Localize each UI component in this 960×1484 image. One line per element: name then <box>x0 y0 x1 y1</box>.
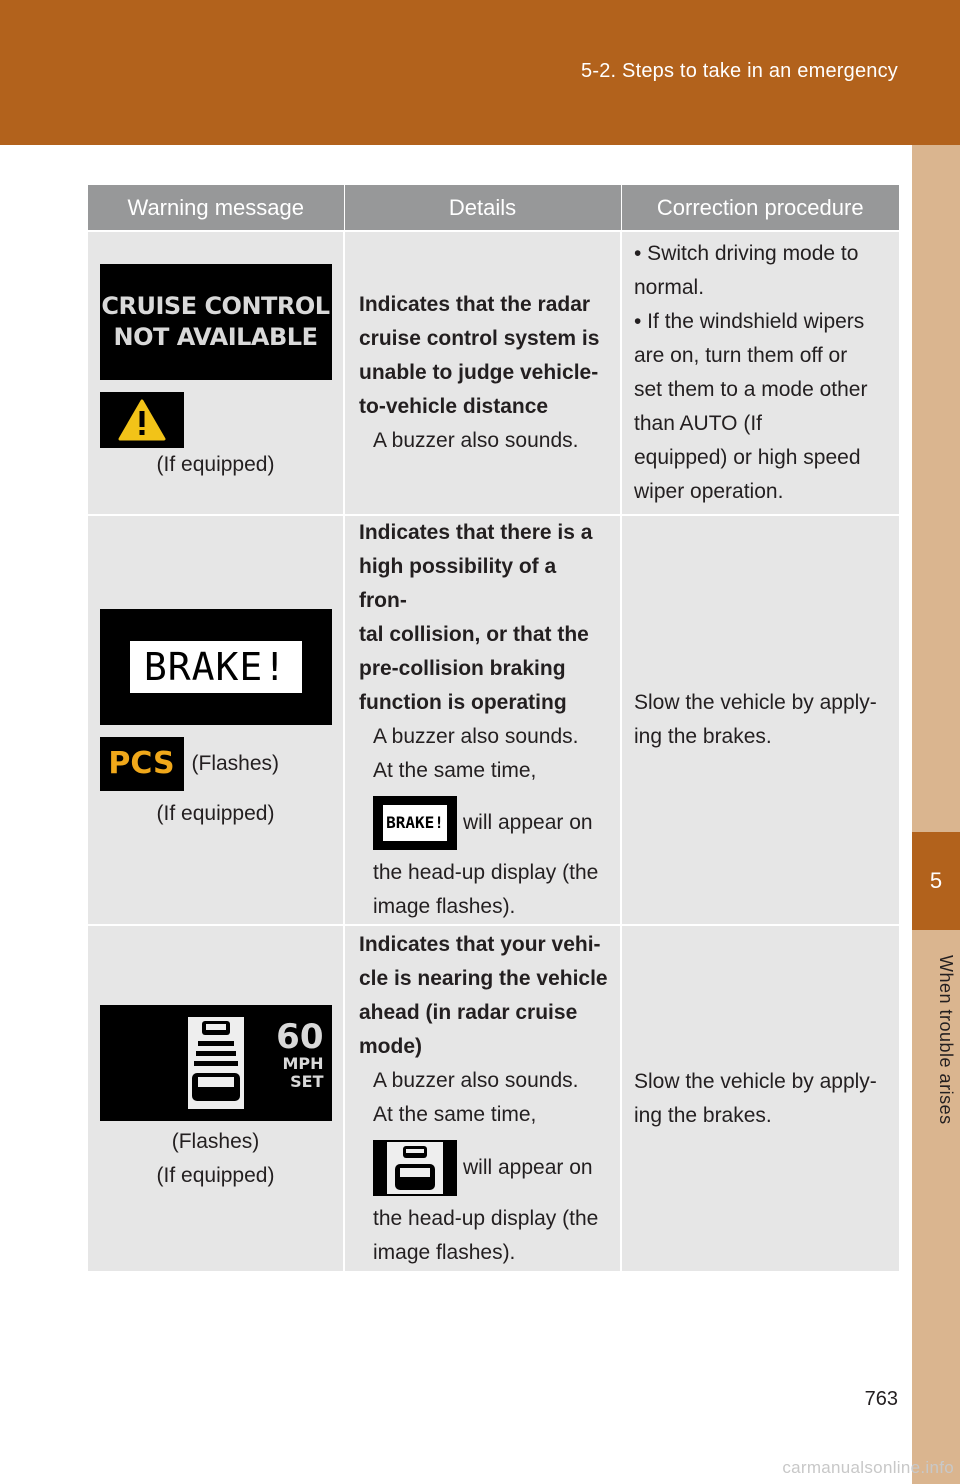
warning-message-cell <box>88 231 344 515</box>
cruise-control-display <box>100 264 332 380</box>
correction-cell <box>621 231 899 515</box>
display-line: NOT AVAILABLE <box>113 323 318 351</box>
details-sub: At the same time, <box>373 1102 537 1126</box>
details-line: ahead (in radar cruise <box>359 1000 578 1024</box>
warning-table <box>88 185 899 1271</box>
details-line: Indicates that there is a <box>359 521 593 544</box>
details-sub: image flashes). <box>373 1240 516 1264</box>
warning-triangle-icon <box>100 392 184 448</box>
set-speed-value: 60 <box>276 1016 324 1057</box>
hud-vehicle-distance-icon <box>373 1140 457 1196</box>
correction-line: equipped) or high speed <box>634 446 861 469</box>
correction-line: are on, turn them off or <box>634 344 848 367</box>
page-number: 763 <box>864 1388 898 1410</box>
table-row <box>88 231 899 515</box>
correction-line: ing the brakes. <box>634 725 772 748</box>
header-correction-procedure: Correction procedure <box>621 185 899 231</box>
correction-line: normal. <box>634 276 705 299</box>
vehicle-distance-icon <box>188 1017 244 1109</box>
details-sub: the head-up display (the <box>373 1206 599 1230</box>
details-sub: At the same time, <box>373 759 537 782</box>
correction-line: • If the windshield wipers <box>634 310 865 333</box>
correction-cell <box>621 515 899 925</box>
speed-set-label: SET <box>290 1071 324 1091</box>
icon-row <box>100 737 332 791</box>
set-speed-readout <box>276 1016 324 1091</box>
chapter-label: When trouble arises <box>936 955 956 1125</box>
correction-cell <box>621 925 899 1271</box>
details-bold <box>359 288 608 424</box>
correction-line: set them to a mode other <box>634 378 868 401</box>
icon-row <box>100 392 332 448</box>
warning-message-cell <box>88 925 344 1271</box>
details-cell <box>344 231 621 515</box>
details-line: pre-collision braking <box>359 657 566 680</box>
flashes-note: (Flashes) <box>171 1129 260 1153</box>
details-line: mode) <box>359 1034 422 1058</box>
hud-brake-text: BRAKE! <box>383 805 447 841</box>
table-row <box>88 515 899 925</box>
watermark: carmanualsonline.info <box>782 1458 954 1477</box>
pcs-icon: PCS <box>100 737 184 791</box>
details-line: to-vehicle distance <box>359 395 549 418</box>
details-bold <box>359 928 608 1064</box>
section-title: 5-2. Steps to take in an emergency <box>581 60 898 82</box>
header-warning-message: Warning message <box>88 185 344 231</box>
details-sub: A buzzer also sounds. <box>373 1068 579 1092</box>
warning-message-cell <box>88 515 344 925</box>
details-line: cle is nearing the vehicle <box>359 966 608 990</box>
details-line: Indicates that your vehi- <box>359 932 601 956</box>
speed-unit: MPH <box>282 1053 324 1073</box>
chapter-tab[interactable]: 5 <box>912 832 960 930</box>
hud-after-text: will appear on <box>463 1155 593 1179</box>
brake-display-text: BRAKE! <box>130 641 302 693</box>
correction-line: • Switch driving mode to <box>634 242 859 265</box>
if-equipped-note: (If equipped) <box>156 802 275 825</box>
if-equipped-note: (If equipped) <box>156 1163 275 1187</box>
details-sub: A buzzer also sounds. <box>373 725 579 748</box>
header-details: Details <box>344 185 621 231</box>
details-sub: A buzzer also sounds. <box>373 429 579 452</box>
details-line: high possibility of a fron- <box>359 555 557 612</box>
vehicle-distance-display <box>100 1005 332 1121</box>
if-equipped-note: (If equipped) <box>156 453 275 476</box>
details-line: tal collision, or that the <box>359 623 589 646</box>
side-strip <box>912 145 960 1484</box>
correction-bullet <box>634 305 891 509</box>
details-line: Indicates that the radar <box>359 293 591 316</box>
hud-after-text: will appear on <box>463 811 593 834</box>
table-header-row <box>88 185 899 231</box>
correction-line: than AUTO (If <box>634 412 762 435</box>
table-row <box>88 925 899 1271</box>
details-line: function is operating <box>359 691 567 714</box>
details-cell <box>344 925 621 1271</box>
hud-line <box>359 796 608 850</box>
correction-line: ing the brakes. <box>634 1103 772 1127</box>
flashes-note: (Flashes) <box>191 752 280 775</box>
correction-line: Slow the vehicle by apply- <box>634 1069 877 1093</box>
details-bold <box>359 516 608 720</box>
correction-line: Slow the vehicle by apply- <box>634 691 877 714</box>
hud-line <box>359 1140 608 1196</box>
details-line: cruise control system is <box>359 327 600 350</box>
correction-bullet <box>634 237 891 305</box>
details-line: unable to judge vehicle- <box>359 361 599 384</box>
details-sub: the head-up display (the <box>373 861 599 884</box>
details-cell <box>344 515 621 925</box>
correction-line: wiper operation. <box>634 480 784 503</box>
vehicle-distance-icon <box>387 1142 443 1194</box>
details-sub: image flashes). <box>373 895 516 918</box>
display-line: CRUISE CONTROL <box>101 292 330 320</box>
brake-display <box>100 609 332 725</box>
hud-brake-icon <box>373 796 457 850</box>
